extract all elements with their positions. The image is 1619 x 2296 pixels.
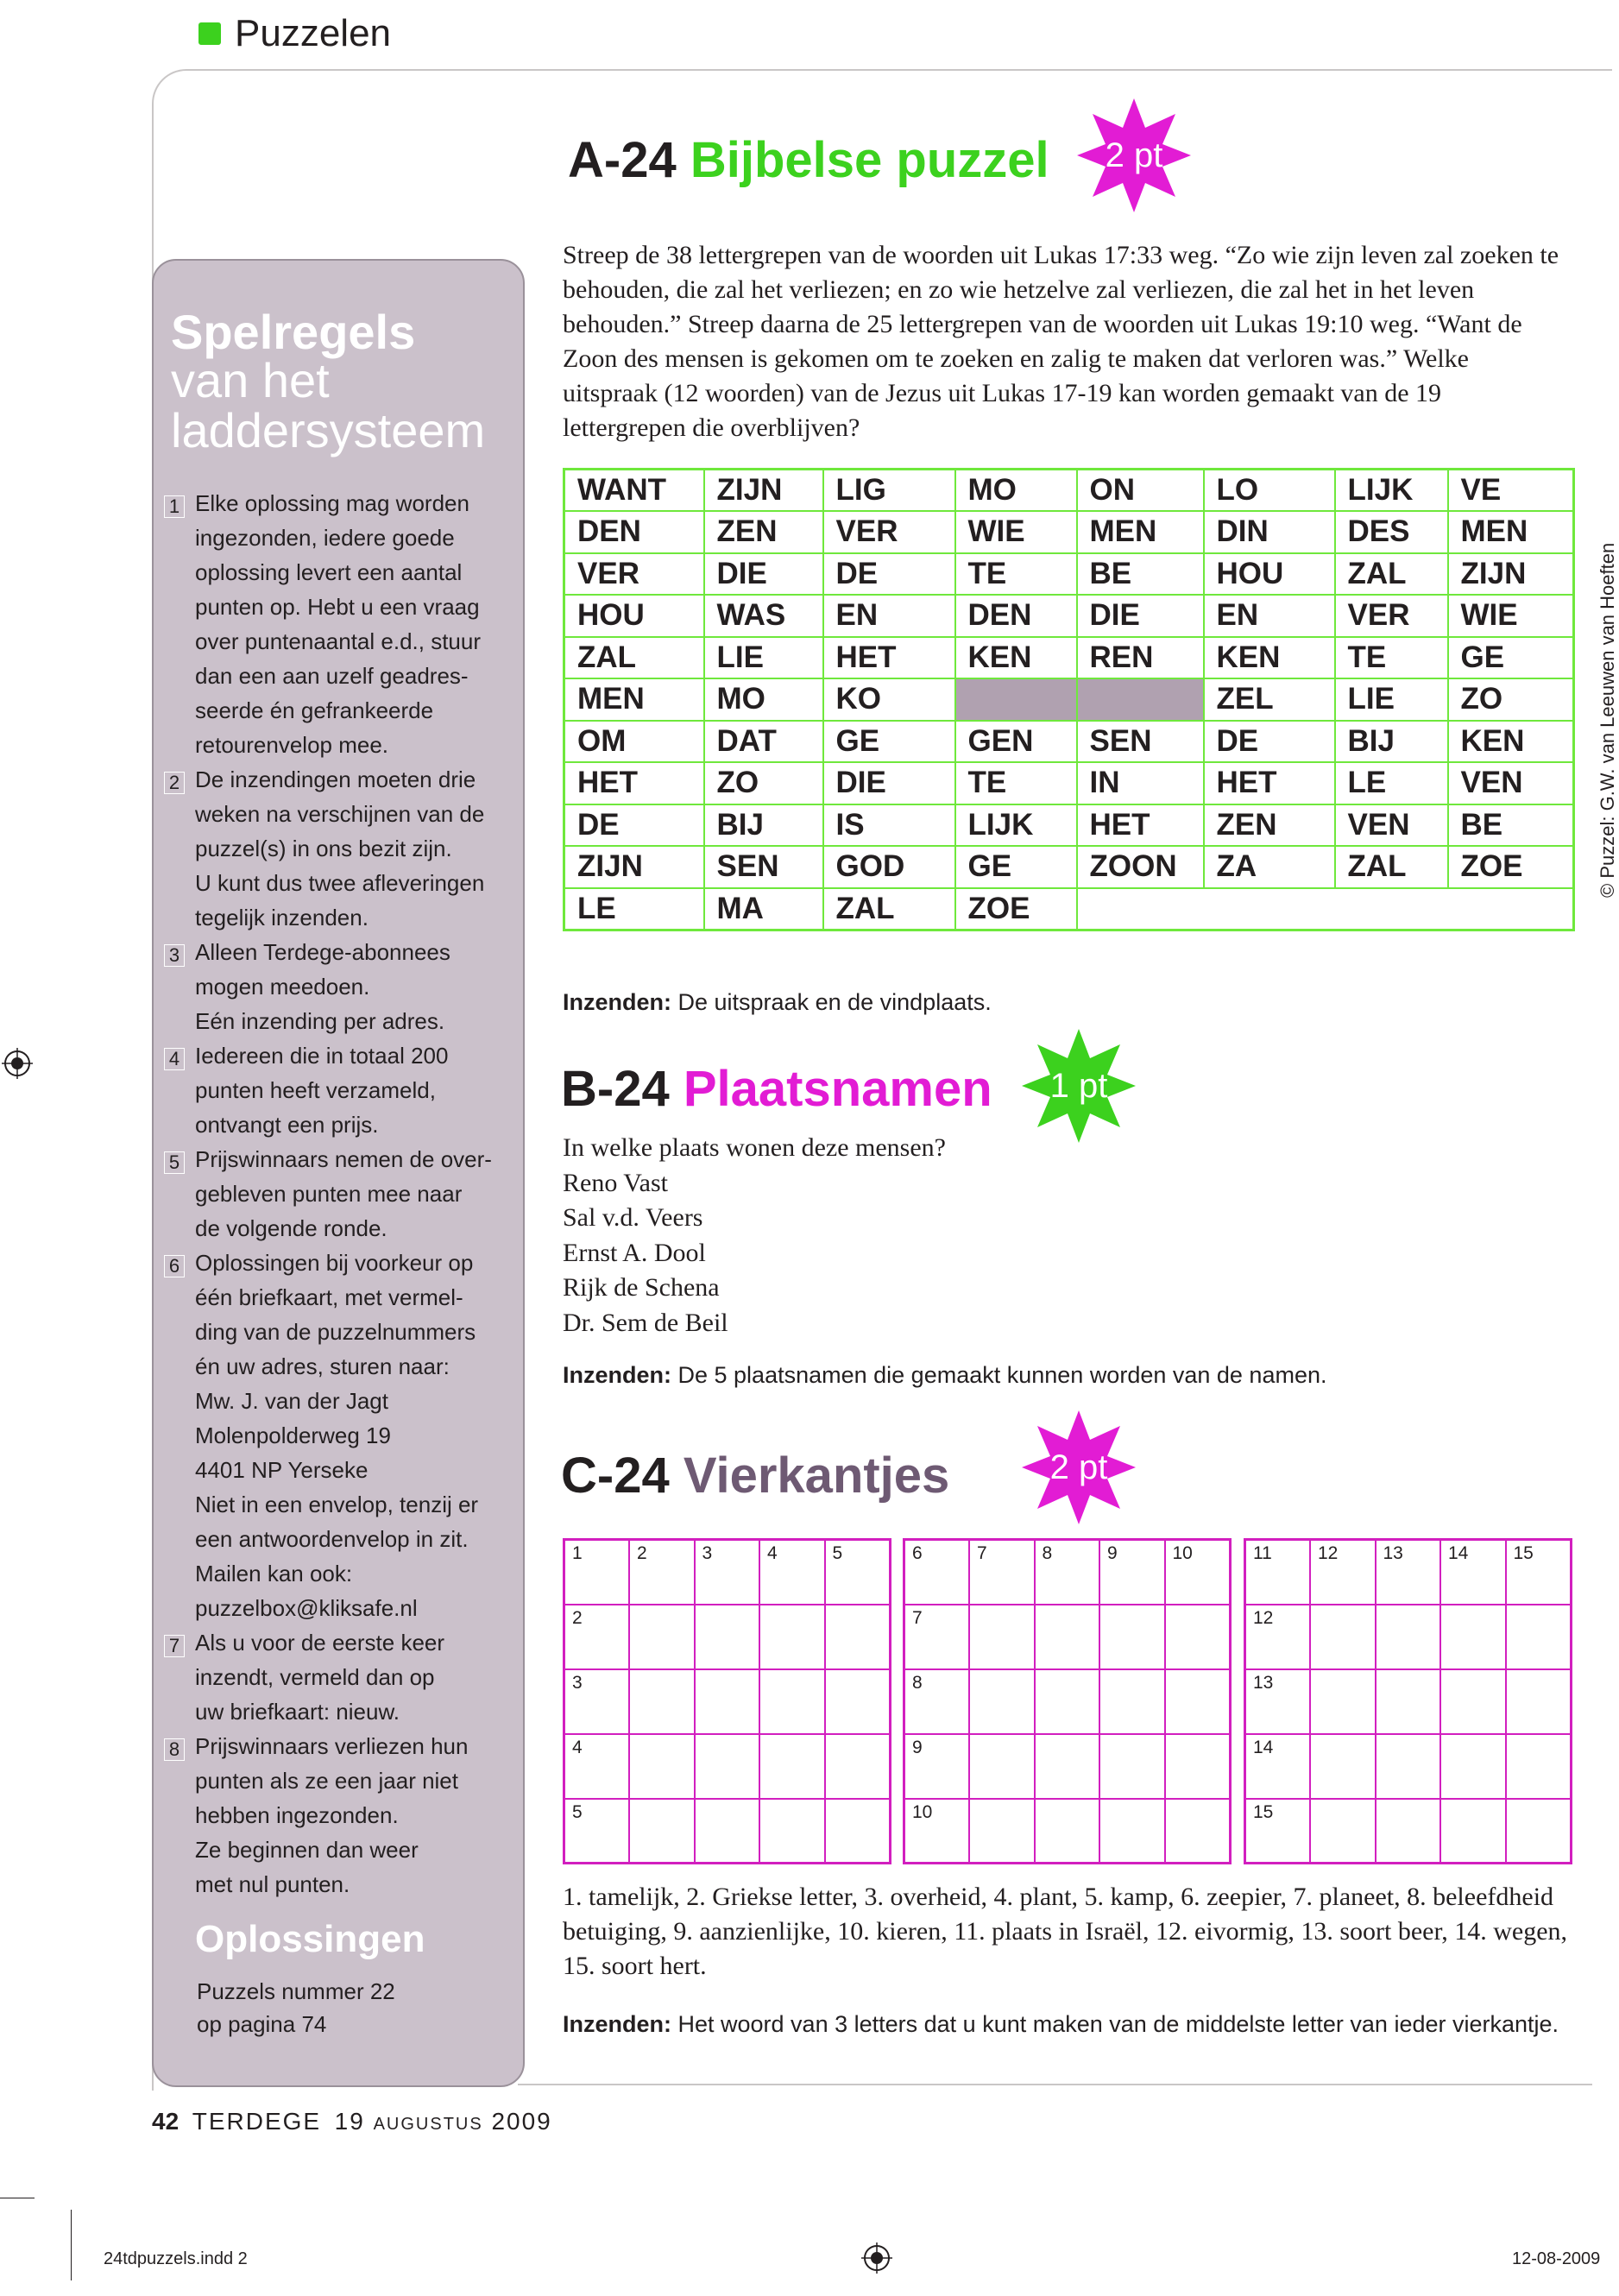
vierkant-row — [564, 1669, 891, 1734]
vierkant-row — [1245, 1799, 1572, 1864]
grid-cell: DIN — [1204, 511, 1335, 553]
puzzle-credit: © Puzzel: G.W. van Leeuwen van Hoeften — [1597, 542, 1618, 898]
vierkant-cell: 3 — [564, 1669, 630, 1734]
puzzle-c-code: C-24 — [561, 1448, 670, 1504]
grid-cell: TE — [955, 553, 1077, 596]
vierkant-cell: 6 — [904, 1540, 970, 1605]
rule-text-line: mogen meedoen. — [195, 974, 370, 1000]
rule-text-line: Prijswinnaars verliezen hun — [195, 1733, 469, 1759]
grid-cell: ZIJN — [1448, 553, 1574, 596]
grid-cell: KEN — [1448, 721, 1574, 763]
name-item: Ernst A. Dool — [563, 1238, 706, 1267]
grid-cell: BIJ — [704, 804, 823, 847]
registration-mark-icon — [2, 1048, 33, 1079]
rule-text-line: retourenvelop mee. — [195, 732, 389, 758]
vierkant-cell: 14 — [1245, 1734, 1311, 1799]
puzzle-b-points-badge — [1018, 1025, 1139, 1146]
vierkant-cell: 15 — [1245, 1799, 1311, 1864]
grid-row — [564, 470, 1574, 512]
grid-cell: BIJ — [1335, 721, 1448, 763]
grid-row — [564, 846, 1574, 888]
rule-text-line: dan een aan uzelf geadres- — [195, 663, 469, 689]
grid-cell: ZO — [704, 762, 823, 804]
vierkant-cell — [1310, 1605, 1376, 1669]
grid-cell: ZEN — [1204, 804, 1335, 847]
vierkant-row — [564, 1734, 891, 1799]
grid-cell: EN — [1204, 595, 1335, 637]
rule-text-line: de volgende ronde. — [195, 1215, 387, 1241]
grid-cell: GE — [1448, 637, 1574, 679]
vierkant-row — [1245, 1605, 1572, 1669]
grid-cell: DIE — [1077, 595, 1204, 637]
name-item: Rijk de Schena — [563, 1273, 720, 1302]
issue-date: 19 augustus 2009 — [334, 2108, 552, 2135]
grid-cell: ZOE — [1448, 846, 1574, 888]
grid-cell: BE — [1077, 553, 1204, 596]
grid-cell: ZA — [1204, 846, 1335, 888]
vierkant-cell — [1165, 1799, 1231, 1864]
rule-text-line: ingezonden, iedere goede — [195, 525, 455, 551]
grid-cell: HET — [564, 762, 704, 804]
grid-cell: REN — [1077, 637, 1204, 679]
grid-cell: DE — [1204, 721, 1335, 763]
rule-text-line: Molenpolderweg 19 — [195, 1422, 391, 1448]
vierkant-cell: 8 — [1035, 1540, 1100, 1605]
vierkant-cell — [1035, 1669, 1100, 1734]
crop-mark — [71, 2210, 72, 2280]
grid-cell: WIE — [1448, 595, 1574, 637]
grid-cell: MA — [704, 888, 823, 930]
grid-cell: LE — [564, 888, 704, 930]
send-label: Inzenden: — [563, 2011, 671, 2037]
rule-text-line: gebleven punten mee naar — [195, 1181, 463, 1207]
grid-row — [564, 678, 1574, 721]
grid-cell: WIE — [955, 511, 1077, 553]
vierkant-cell — [629, 1605, 695, 1669]
vierkant-cell: 8 — [904, 1669, 970, 1734]
grid-cell: LIG — [823, 470, 955, 512]
vierkant-cell — [759, 1605, 825, 1669]
grid-cell: MEN — [564, 678, 704, 721]
vierkant-cell — [825, 1605, 891, 1669]
rule-text-line: Mailen kan ook: — [195, 1561, 353, 1586]
grid-cell: LIE — [1335, 678, 1448, 721]
grid-cell: DAT — [704, 721, 823, 763]
puzzle-a-points: 2 pt — [1105, 136, 1163, 174]
vierkant-cell — [1035, 1799, 1100, 1864]
grid-cell: ZOON — [1077, 846, 1204, 888]
vierkant-cell: 10 — [904, 1799, 970, 1864]
vierkant-cell — [1376, 1799, 1441, 1864]
grid-cell: DEN — [955, 595, 1077, 637]
vierkant-cell — [969, 1799, 1035, 1864]
puzzle-c-points: 2 pt — [1049, 1448, 1108, 1486]
rule-text-line: over puntenaantal e.d., stuur — [195, 628, 482, 654]
vierkant-cell — [1376, 1669, 1441, 1734]
grid-cell: WANT — [564, 470, 704, 512]
grid-cell: VER — [823, 511, 955, 553]
puzzle-c-points-badge — [1018, 1407, 1139, 1528]
rule-number: 8 — [164, 1738, 185, 1761]
vierkant-cell — [969, 1605, 1035, 1669]
vierkant-cell — [1376, 1605, 1441, 1669]
vierkant-cell: 2 — [629, 1540, 695, 1605]
vierkant-cell — [629, 1734, 695, 1799]
grid-cell: HET — [1077, 804, 1204, 847]
vierkant-cell: 4 — [564, 1734, 630, 1799]
puzzle-a-intro: Streep de 38 lettergrepen van de woorden uit Lukas 17:33 weg. “Zo wie zijn leven zal zoeken te behouden, die zal het verliezen; en zo wie hetzelve zal verliezen, die zal het in het leven behouden.” Streep daarna de 25 lettergrepen van de woorden uit Lukas 19:10 weg. “Want de Zoon des mensen is gekomen om te zoeken en zalig te maken dat verloren was.” Welke uitspraak (12 woorden) van de Jezus uit Lukas 17-19 kan worden gemaakt van de 19 lettergrepen die overblijven? — [563, 241, 1559, 442]
vierkant-cell: 11 — [1245, 1540, 1311, 1605]
rule-text-line: oplossing levert een aantal — [195, 559, 463, 585]
grid-cell: KO — [823, 678, 955, 721]
vierkant-cell — [825, 1734, 891, 1799]
vierkant-cell: 13 — [1245, 1669, 1311, 1734]
rule-text-line: Als u voor de eerste keer — [195, 1630, 445, 1656]
grid-cell: VEN — [1448, 762, 1574, 804]
name-item: Reno Vast — [563, 1168, 668, 1197]
vierkant-cell: 10 — [1165, 1540, 1231, 1605]
grid-cell: VEN — [1335, 804, 1448, 847]
vierkant-cell: 9 — [904, 1734, 970, 1799]
rule-text-line: Iedereen die in totaal 200 — [195, 1043, 449, 1069]
send-label: Inzenden: — [563, 1362, 671, 1388]
vierkant-cell — [1035, 1734, 1100, 1799]
grid-cell: GOD — [823, 846, 955, 888]
solutions-line: Puzzels nummer 22 — [197, 1978, 395, 2004]
rule-text-line: een antwoordenvelop in zit. — [195, 1526, 469, 1552]
frame-bottom-rule — [518, 2084, 1592, 2085]
grid-cell: MEN — [1077, 511, 1204, 553]
vierkant-row — [1245, 1669, 1572, 1734]
puzzle-b-title: Plaatsnamen — [683, 1061, 992, 1117]
grid-cell: IS — [823, 804, 955, 847]
grid-cell: ZO — [1448, 678, 1574, 721]
vierkant-cell — [695, 1605, 760, 1669]
vierkant-cell — [759, 1799, 825, 1864]
vierkant-cell — [629, 1799, 695, 1864]
puzzle-b-code: B-24 — [561, 1061, 670, 1117]
vierkant-cell — [695, 1734, 760, 1799]
rule-text-line: weken na verschijnen van de — [195, 801, 485, 827]
vierkant-cell — [969, 1734, 1035, 1799]
grid-cell: DIE — [823, 762, 955, 804]
puzzle-a-points-badge — [1074, 95, 1194, 216]
rule-text-line: Niet in een envelop, tenzij er — [195, 1492, 479, 1517]
vierkant-cell: 2 — [564, 1605, 630, 1669]
registration-mark-icon — [861, 2242, 892, 2274]
vierkant-row — [564, 1799, 891, 1864]
grid-cell: ZAL — [823, 888, 955, 930]
rule-number: 6 — [164, 1255, 185, 1277]
vierkant-row — [904, 1540, 1231, 1605]
vierkant-row — [1245, 1734, 1572, 1799]
grid-cell: LIJK — [1335, 470, 1448, 512]
grid-cell: HOU — [564, 595, 704, 637]
rule-text-line: ding van de puzzelnummers — [195, 1319, 476, 1345]
vierkant-cell: 13 — [1376, 1540, 1441, 1605]
rule-text-line: De inzendingen moeten drie — [195, 766, 476, 792]
grid-cell: BE — [1448, 804, 1574, 847]
grid-cell: LIE — [704, 637, 823, 679]
rule-text-line: inzendt, vermeld dan op — [195, 1664, 435, 1690]
rule-text-line: één briefkaart, met vermel- — [195, 1284, 463, 1310]
puzzle-c-send — [563, 2011, 1559, 2038]
vierkant-cell: 12 — [1310, 1540, 1376, 1605]
grid-cell: KEN — [1204, 637, 1335, 679]
rule-text-line: Prijswinnaars nemen de over- — [195, 1146, 492, 1172]
vierkant-cell — [825, 1669, 891, 1734]
grid-cell: MO — [955, 470, 1077, 512]
vierkant-row — [904, 1799, 1231, 1864]
grid-cell: GE — [823, 721, 955, 763]
grid-empty-cell — [1077, 888, 1574, 930]
vierkant-cell: 5 — [825, 1540, 891, 1605]
send-text: De 5 plaatsnamen die gemaakt kunnen worden van de namen. — [671, 1362, 1327, 1388]
vierkant-cell — [1310, 1734, 1376, 1799]
rule-text-line: met nul punten. — [195, 1871, 350, 1897]
grid-cell: VE — [1448, 470, 1574, 512]
rule-text-line: ontvangt een prijs. — [195, 1112, 379, 1138]
grid-cell: EN — [823, 595, 955, 637]
page-footer — [152, 2108, 552, 2135]
vierkant-cell — [1165, 1669, 1231, 1734]
slug-date: 12-08-2009 — [1512, 2249, 1601, 2268]
grid-shaded-cell — [1077, 678, 1204, 721]
vierkant-grid-2 — [903, 1538, 1232, 1864]
puzzle-a-heading — [568, 131, 1049, 189]
vierkant-cell — [695, 1669, 760, 1734]
grid-cell: SEN — [1077, 721, 1204, 763]
vierkant-cell — [1099, 1669, 1165, 1734]
vierkant-cell — [1440, 1734, 1506, 1799]
grid-cell: GEN — [955, 721, 1077, 763]
grid-cell: HET — [823, 637, 955, 679]
puzzle-a-code: A-24 — [568, 132, 677, 188]
vierkant-cell: 1 — [564, 1540, 630, 1605]
puzzle-b-body — [563, 1131, 946, 1340]
puzzle-b-points: 1 pt — [1049, 1067, 1108, 1105]
grid-cell: DE — [564, 804, 704, 847]
grid-cell: SEN — [704, 846, 823, 888]
vierkant-cell — [1310, 1669, 1376, 1734]
grid-cell: GE — [955, 846, 1077, 888]
grid-cell: ZAL — [1335, 553, 1448, 596]
rule-number: 7 — [164, 1635, 185, 1657]
grid-row — [564, 511, 1574, 553]
vierkant-row — [1245, 1540, 1572, 1605]
puzzle-a-title: Bijbelse puzzel — [690, 132, 1049, 188]
vierkant-cell: 15 — [1506, 1540, 1572, 1605]
vierkant-cell: 12 — [1245, 1605, 1311, 1669]
puzzle-b-send — [563, 1362, 1327, 1389]
grid-cell: MO — [704, 678, 823, 721]
rule-text-line: puzzel(s) in ons bezit zijn. — [195, 836, 452, 861]
vierkant-row — [564, 1540, 891, 1605]
vierkant-cell — [1165, 1605, 1231, 1669]
grid-cell: DEN — [564, 511, 704, 553]
grid-cell: OM — [564, 721, 704, 763]
rule-text-line: punten als ze een jaar niet — [195, 1768, 458, 1794]
vierkant-cell: 3 — [695, 1540, 760, 1605]
grid-cell: LO — [1204, 470, 1335, 512]
grid-row — [564, 804, 1574, 847]
grid-cell: ZOE — [955, 888, 1077, 930]
grid-cell: HET — [1204, 762, 1335, 804]
rule-number: 2 — [164, 772, 185, 794]
send-text: Het woord van 3 letters dat u kunt maken van de middelste letter van ieder vierkantje. — [671, 2011, 1559, 2037]
grid-row — [564, 762, 1574, 804]
grid-cell: VER — [564, 553, 704, 596]
vierkant-cell: 7 — [904, 1605, 970, 1669]
rule-number: 4 — [164, 1048, 185, 1070]
rule-text-line: uw briefkaart: nieuw. — [195, 1699, 400, 1725]
section-label-text: Puzzelen — [235, 12, 392, 54]
grid-cell: ZAL — [1335, 846, 1448, 888]
vierkant-cell — [759, 1734, 825, 1799]
rule-text-line: tegelijk inzenden. — [195, 905, 369, 930]
grid-shaded-cell — [955, 678, 1077, 721]
puzzle-b-question: In welke plaats wonen deze mensen? — [563, 1133, 946, 1162]
vierkant-cell — [1506, 1799, 1572, 1864]
section-square-icon — [198, 22, 221, 45]
name-item: Sal v.d. Veers — [563, 1203, 703, 1232]
grid-cell: ZIJN — [704, 470, 823, 512]
grid-cell: HOU — [1204, 553, 1335, 596]
vierkant-cell — [825, 1799, 891, 1864]
grid-cell: KEN — [955, 637, 1077, 679]
vierkant-cell — [1506, 1605, 1572, 1669]
vierkant-row — [904, 1734, 1231, 1799]
grid-cell: ZAL — [564, 637, 704, 679]
magazine-name: TERDEGE — [192, 2108, 322, 2135]
page-number: 42 — [152, 2108, 180, 2135]
vierkant-cell: 14 — [1440, 1540, 1506, 1605]
grid-cell: LE — [1335, 762, 1448, 804]
grid-row — [564, 721, 1574, 763]
grid-row — [564, 888, 1574, 930]
grid-cell: DES — [1335, 511, 1448, 553]
grid-cell: MEN — [1448, 511, 1574, 553]
grid-cell: TE — [955, 762, 1077, 804]
rule-text-line: Ze beginnen dan weer — [195, 1837, 419, 1863]
slug-file: 24tdpuzzels.indd 2 — [104, 2249, 248, 2268]
vierkant-cell — [1506, 1669, 1572, 1734]
vierkant-cell — [969, 1669, 1035, 1734]
grid-cell: VER — [1335, 595, 1448, 637]
vierkant-row — [904, 1669, 1231, 1734]
grid-cell: TE — [1335, 637, 1448, 679]
rule-number: 5 — [164, 1151, 185, 1174]
puzzle-c-clues: 1. tamelijk, 2. Griekse letter, 3. overheid, 4. plant, 5. kamp, 6. zeepier, 7. planeet, 8. beleefdheid betuiging, 9. aanzienlijke, 10. kieren, 11. plaats in Israël, 12. eivormig, 13. soort beer, 14. wegen, 15. soort hert. — [563, 1883, 1568, 1980]
vierkant-cell: 9 — [1099, 1540, 1165, 1605]
vierkant-row — [904, 1605, 1231, 1669]
sidebar-subtitle: van het laddersysteem — [171, 353, 486, 457]
grid-cell: ZEN — [704, 511, 823, 553]
grid-cell: ZIJN — [564, 846, 704, 888]
rule-text-line: én uw adres, sturen naar: — [195, 1353, 450, 1379]
sidebar-title: Spelregels — [171, 305, 416, 359]
puzzle-a-grid — [563, 468, 1575, 931]
vierkant-cell — [1440, 1605, 1506, 1669]
solutions-line: op pagina 74 — [197, 2011, 327, 2037]
solutions-title: Oplossingen — [195, 1918, 425, 1960]
grid-cell: DE — [823, 553, 955, 596]
vierkant-cell — [1099, 1605, 1165, 1669]
solutions-text — [197, 1975, 395, 2041]
puzzle-a-send — [563, 989, 992, 1016]
rule-text-line: 4401 NP Yerseke — [195, 1457, 369, 1483]
vierkant-cell — [1165, 1734, 1231, 1799]
vierkant-grid-1 — [563, 1538, 891, 1864]
rule-text-line: puzzelbox@kliksafe.nl — [195, 1595, 418, 1621]
vierkant-cell — [759, 1669, 825, 1734]
grid-row — [564, 595, 1574, 637]
send-label: Inzenden: — [563, 989, 671, 1015]
rule-text-line: seerde én gefrankeerde — [195, 697, 434, 723]
vierkant-cell — [695, 1799, 760, 1864]
name-item: Dr. Sem de Beil — [563, 1308, 728, 1337]
vierkant-cell: 5 — [564, 1799, 630, 1864]
vierkant-cell — [1035, 1605, 1100, 1669]
section-label — [198, 12, 391, 55]
vierkant-cell — [1506, 1734, 1572, 1799]
rule-text-line: U kunt dus twee afleveringen — [195, 870, 485, 896]
vierkant-cell — [1440, 1669, 1506, 1734]
rule-text-line: Oplossingen bij voorkeur op — [195, 1250, 474, 1276]
grid-cell: DIE — [704, 553, 823, 596]
rule-text-line: Elke oplossing mag worden — [195, 490, 469, 516]
vierkant-cell: 4 — [759, 1540, 825, 1605]
rule-number: 3 — [164, 944, 185, 967]
puzzle-c-heading — [561, 1447, 949, 1504]
vierkant-grid-3 — [1244, 1538, 1572, 1864]
grid-cell: IN — [1077, 762, 1204, 804]
vierkant-cell — [629, 1669, 695, 1734]
vierkant-cell — [1376, 1734, 1441, 1799]
puzzle-b-heading — [561, 1060, 992, 1118]
vierkant-cell — [1099, 1799, 1165, 1864]
vierkant-cell — [1440, 1799, 1506, 1864]
rule-text-line: Mw. J. van der Jagt — [195, 1388, 388, 1414]
vierkant-cell — [1310, 1799, 1376, 1864]
vierkant-cell: 7 — [969, 1540, 1035, 1605]
vierkant-cell — [1099, 1734, 1165, 1799]
rule-text-line: Alleen Terdege-abonnees — [195, 939, 450, 965]
vierkant-row — [564, 1605, 891, 1669]
send-text: De uitspraak en de vindplaats. — [671, 989, 992, 1015]
grid-cell: LIJK — [955, 804, 1077, 847]
rule-text-line: Eén inzending per adres. — [195, 1008, 445, 1034]
grid-cell: ON — [1077, 470, 1204, 512]
grid-row — [564, 637, 1574, 679]
puzzle-c-title: Vierkantjes — [683, 1448, 950, 1504]
rule-text-line: hebben ingezonden. — [195, 1802, 399, 1828]
rule-text-line: punten heeft verzameld, — [195, 1077, 436, 1103]
grid-cell: WAS — [704, 595, 823, 637]
grid-row — [564, 553, 1574, 596]
rule-number: 1 — [164, 495, 185, 518]
grid-cell: ZEL — [1204, 678, 1335, 721]
rule-text-line: punten op. Hebt u een vraag — [195, 594, 480, 620]
